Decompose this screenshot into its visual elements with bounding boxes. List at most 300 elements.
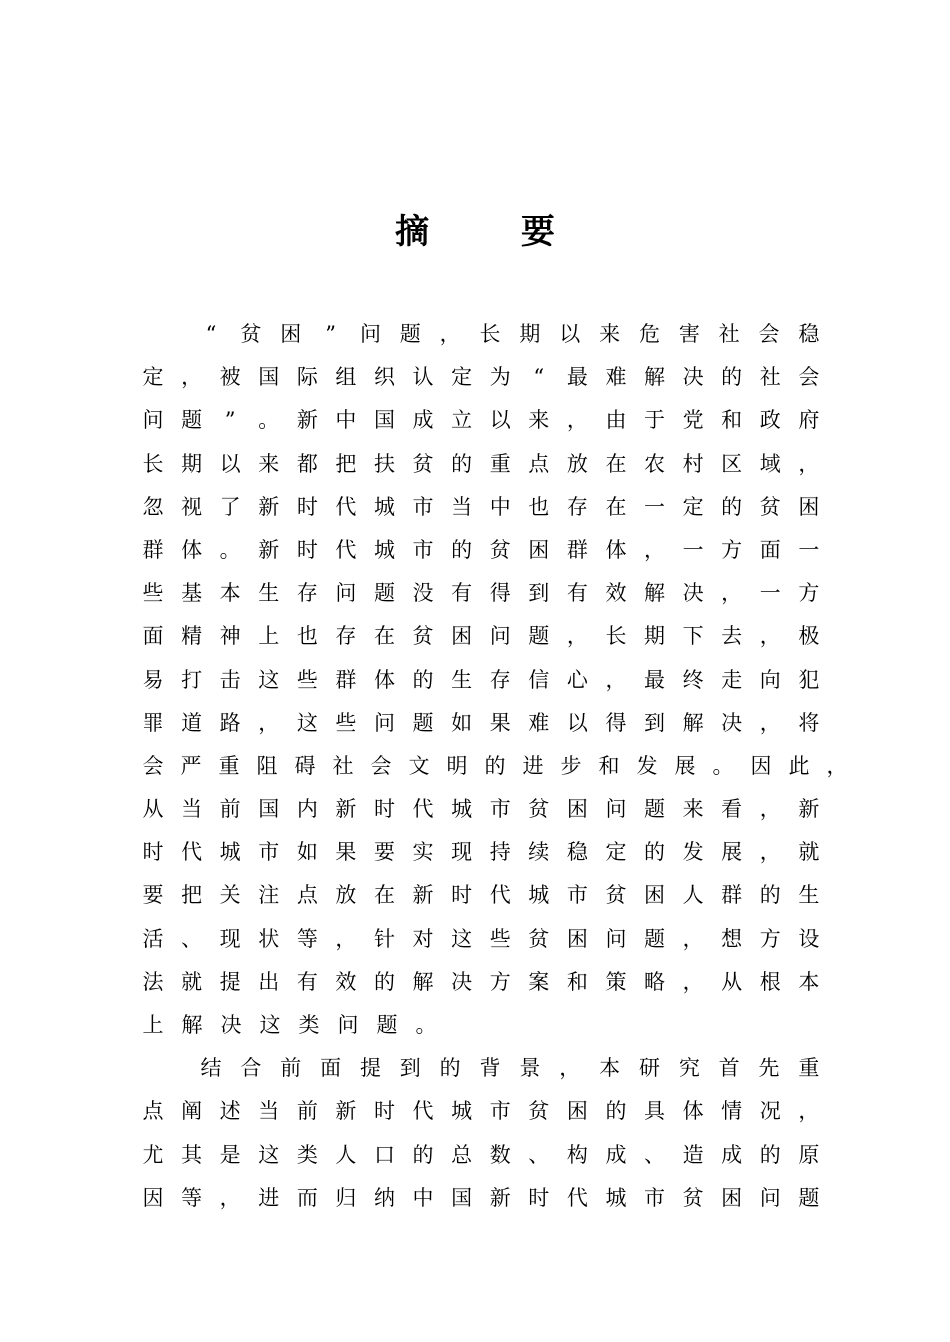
text-char: 市 [566,883,588,908]
text-char: 市 [412,494,434,519]
text-char: 最 [644,667,666,692]
text-char: 当 [451,494,473,519]
text-char: 时 [373,797,395,822]
text-char: 发 [682,840,704,865]
text-char: 点 [528,451,550,476]
text-char: 题 [528,624,550,649]
text-char: 体 [682,1099,704,1124]
text-char: 视 [181,494,203,519]
text-char: 把 [335,451,357,476]
text-char: 些 [489,926,511,951]
text-char: 和 [721,408,743,433]
text-char: 市 [412,537,434,562]
text-char: 面 [142,624,164,649]
text-char: 进 [258,1185,280,1210]
text-char: ， [439,322,461,346]
text-char: 定 [605,840,627,865]
text-char: 情 [721,1099,743,1124]
text-char: 要 [373,840,395,865]
text-char: 为 [489,365,511,390]
text-char: 群 [721,883,743,908]
text-char: 长 [479,322,501,346]
text-char: 以 [489,408,511,433]
text-char: 将 [798,710,820,735]
text-char: 生 [798,883,820,908]
text-char: 其 [181,1142,203,1167]
text-char: 和 [566,969,588,994]
text-char: 况 [759,1099,781,1124]
text-char: 阐 [181,1099,203,1124]
text-char: 纳 [373,1185,395,1210]
text-char: 研 [638,1056,660,1081]
text-char: 的 [721,365,743,390]
text-char: 存 [335,624,357,649]
text-char: 贫 [489,537,511,562]
text-char: 织 [373,365,395,390]
text-char: 新 [296,408,318,433]
text-char: 期 [181,451,203,476]
text-line [142,659,820,702]
text-char: 方 [798,581,820,606]
text-char: 以 [219,451,241,476]
text-char: 题 [644,926,666,951]
text-char: 击 [219,667,241,692]
text-char: 根 [759,969,781,994]
text-char: 、 [181,926,203,951]
text-char: 定 [682,494,704,519]
text-char: 群 [335,667,357,692]
text-char: 体 [373,667,395,692]
text-char: 实 [412,840,434,865]
text-char: 贫 [528,1099,550,1124]
text-char: 得 [605,710,627,735]
text-char: 忽 [142,494,164,519]
page-title: 摘 要 [395,212,595,252]
text-char: 困 [566,926,588,951]
text-char: 问 [142,408,164,433]
text-char: 解 [412,969,434,994]
text-line [142,918,820,961]
text-char: 村 [682,451,704,476]
text-char: 当 [258,1099,280,1124]
text-char: 难 [605,365,627,390]
text-char: 要 [142,883,164,908]
text-char: 归 [335,1185,357,1210]
text-char: 重 [798,1056,820,1081]
text-char: 这 [258,667,280,692]
text-char: 问 [759,1185,781,1210]
text-char: 城 [605,1185,627,1210]
text-char: 时 [296,537,318,562]
text-char: 长 [605,624,627,649]
text-char: 提 [359,1056,381,1081]
text-char: 新 [798,797,820,822]
text-char: 也 [528,494,550,519]
text-char: 想 [721,926,743,951]
text-char: 会 [758,322,780,346]
text-char: 效 [605,581,627,606]
text-char: 困 [566,797,588,822]
text-char: 究 [678,1056,700,1081]
text-char: 题 [644,797,666,822]
text-line [142,831,820,874]
text-char: 市 [489,1099,511,1124]
text-char: ， [759,624,781,649]
text-char: 代 [566,1185,588,1210]
text-char: 存 [296,581,318,606]
text-char: 本 [219,581,241,606]
text-char: 合 [240,1056,262,1081]
text-char: 到 [528,581,550,606]
text-line [142,1177,820,1220]
text-char: 由 [605,408,627,433]
text-char: 首 [718,1056,740,1081]
text-char: 会 [142,753,164,778]
text-char: 把 [181,883,203,908]
text-line [142,1134,820,1177]
text-char: 城 [373,494,395,519]
text-char: 的 [605,1099,627,1124]
text-char: 贫 [240,322,262,346]
text-char: 总 [451,1142,473,1167]
text-line [142,1004,862,1047]
text-char: 解 [181,1013,203,1037]
text-char: 市 [644,1185,666,1210]
text-char: 活 [142,926,164,951]
text-char: 的 [759,1142,781,1167]
text-char: 来 [682,797,704,822]
text-char: 心 [566,667,588,692]
text-char: 方 [759,926,781,951]
text-char: 人 [682,883,704,908]
text-char: ， [644,537,666,562]
text-char: 状 [258,926,280,951]
text-char: 口 [373,1142,395,1167]
text-char: ， [798,1099,820,1124]
text-char: 期 [644,624,666,649]
text-char: 因 [750,753,772,778]
text-char: 明 [446,753,468,778]
text-char: 的 [721,494,743,519]
text-char: 信 [528,667,550,692]
text-char: 以 [559,322,581,346]
text-char: 先 [758,1056,780,1081]
text-char: 等 [296,926,318,951]
text-char: 点 [142,1099,164,1124]
text-char: 现 [219,926,241,951]
text-char: 如 [296,840,318,865]
text-char: 些 [296,667,318,692]
text-char: 贫 [412,451,434,476]
text-char: 问 [335,581,357,606]
text-char: 进 [522,753,544,778]
text-char: 道 [181,710,203,735]
text-char: 面 [320,1056,342,1081]
text-char: 新 [258,537,280,562]
text-char: 题 [399,322,421,346]
text-char: 果 [489,710,511,735]
text-line [142,399,820,442]
text-char: 成 [412,408,434,433]
text-char: 些 [142,581,164,606]
text-char: 、 [528,1142,550,1167]
text-line [142,615,820,658]
text-char: 党 [682,408,704,433]
text-char: 社 [718,322,740,346]
text-char: 中 [489,494,511,519]
text-char: 从 [142,797,164,822]
text-char: 阻 [256,753,278,778]
text-char: 题 [798,1185,820,1210]
text-char: 危 [638,322,660,346]
text-char: 成 [605,1142,627,1167]
text-char: 前 [296,1099,318,1124]
text-char: 一 [644,494,666,519]
text-char: 稳 [566,840,588,865]
text-char: 组 [335,365,357,390]
text-char: 贫 [605,883,627,908]
text-char: 碍 [294,753,316,778]
text-char: 代 [412,797,434,822]
text-char: 困 [798,494,820,519]
text-char: 以 [566,710,588,735]
text-char: 尤 [142,1142,164,1167]
text-char: 放 [566,451,588,476]
text-char: 原 [798,1142,820,1167]
text-line [142,1047,820,1090]
text-char: 代 [412,1099,434,1124]
text-char: 文 [408,753,430,778]
text-char: ， [559,1056,581,1081]
text-char: 解 [644,365,666,390]
text-char: 都 [296,451,318,476]
text-char: 续 [528,840,550,865]
text-char: 放 [335,883,357,908]
text-char: 步 [560,753,582,778]
text-char: 。 [712,753,734,778]
text-char: ” [325,322,336,346]
text-char: 极 [798,624,820,649]
text-char: 等 [181,1185,203,1210]
text-char: 问 [489,624,511,649]
text-char: 这 [259,1013,281,1037]
text-char: 而 [296,1185,318,1210]
text-char: 人 [335,1142,357,1167]
text-char: 生 [258,581,280,606]
text-char: 决 [220,1013,242,1037]
text-char: 有 [296,969,318,994]
text-char: ， [759,710,781,735]
text-char: 决 [451,969,473,994]
text-char: 。 [219,537,241,562]
text-char: 在 [605,494,627,519]
text-char: ， [826,753,848,778]
text-char: 一 [798,537,820,562]
text-char: 这 [451,926,473,951]
text-char: 果 [335,840,357,865]
text-char: 没 [412,581,434,606]
text-char: 在 [605,451,627,476]
text-char: 数 [489,1142,511,1167]
text-char: 新 [258,494,280,519]
text-char: 类 [296,1142,318,1167]
text-char: 罪 [142,710,164,735]
text-char: 本 [798,969,820,994]
text-char: 去 [721,624,743,649]
text-char: 贫 [412,624,434,649]
text-char: 决 [682,581,704,606]
text-char: ， [219,1185,241,1210]
text-char: 存 [566,494,588,519]
text-line [142,702,820,745]
text-char: 的 [451,537,473,562]
text-char: 关 [219,883,241,908]
text-char: 重 [489,451,511,476]
text-char: 内 [296,797,318,822]
text-char: 农 [644,451,666,476]
text-char: 展 [674,753,696,778]
text-char: 点 [296,883,318,908]
text-char: 的 [412,667,434,692]
text-char: ， [798,451,820,476]
text-char: 易 [142,667,164,692]
text-char: 持 [489,840,511,865]
text-char: 这 [296,710,318,735]
text-char: 市 [489,797,511,822]
text-char: 如 [451,710,473,735]
text-char: 。 [415,1013,437,1037]
text-char: 时 [296,494,318,519]
text-char: 有 [451,581,473,606]
text-char: 造 [682,1142,704,1167]
text-char: 的 [439,1056,461,1081]
text-char: 新 [335,1099,357,1124]
text-char: 出 [258,969,280,994]
text-char: 国 [451,1185,473,1210]
text-char: 展 [721,840,743,865]
text-char: 社 [759,365,781,390]
text-char: 基 [181,581,203,606]
text-line [142,313,820,356]
text-char: 类 [298,1013,320,1037]
text-char: 这 [258,1142,280,1167]
text-char: 群 [566,537,588,562]
text-char: 扶 [373,451,395,476]
text-char: 方 [489,969,511,994]
text-char: 城 [451,1099,473,1124]
text-char: 长 [142,451,164,476]
text-char: “ [205,322,217,346]
text-char: 代 [489,883,511,908]
text-char: 社 [332,753,354,778]
text-char: ， [759,797,781,822]
text-char: 困 [644,883,666,908]
text-char: 和 [598,753,620,778]
text-char: 发 [636,753,658,778]
text-char: 代 [335,537,357,562]
text-char: 国 [258,797,280,822]
text-line [142,1090,820,1133]
text-line [142,486,820,529]
text-char: 代 [181,840,203,865]
text-char: 来 [258,451,280,476]
text-char: 对 [412,926,434,951]
text-char: 贫 [528,926,550,951]
text-char: 犯 [798,667,820,692]
text-char: 解 [644,581,666,606]
text-char: 到 [399,1056,421,1081]
text-char: 走 [721,667,743,692]
text-char: 背 [479,1056,501,1081]
text-char: 新 [489,1185,511,1210]
text-char: 因 [142,1185,164,1210]
text-char: 效 [335,969,357,994]
text-char: 定 [142,365,164,390]
text-char: 的 [451,451,473,476]
text-char: 构 [566,1142,588,1167]
text-char: ， [335,926,357,951]
text-char: 当 [181,797,203,822]
text-char: 问 [337,1013,359,1037]
text-char: 的 [412,1142,434,1167]
text-char: 也 [296,624,318,649]
text-char: 体 [181,537,203,562]
text-char: 时 [451,883,473,908]
text-char: 决 [721,710,743,735]
text-char: 就 [181,969,203,994]
text-char: 前 [219,797,241,822]
text-char: 一 [759,581,781,606]
text-char: ， [682,926,704,951]
text-char: 述 [219,1099,241,1124]
text-char: 代 [335,494,357,519]
text-line [142,874,820,917]
text-char: 略 [644,969,666,994]
text-char: 终 [682,667,704,692]
text-line [142,788,820,831]
text-char: 上 [258,624,280,649]
text-char: 打 [181,667,203,692]
text-char: 时 [528,1185,550,1210]
text-char: 到 [644,710,666,735]
text-char: 困 [280,322,302,346]
text-char: 困 [528,537,550,562]
text-char: 政 [759,408,781,433]
text-char: 下 [682,624,704,649]
text-char: 困 [721,1185,743,1210]
text-char: 是 [219,1142,241,1167]
text-char: 时 [373,1099,395,1124]
text-char: 重 [218,753,240,778]
text-char: 定 [451,365,473,390]
text-char: 群 [142,537,164,562]
text-char: 贫 [528,797,550,822]
text-char: 从 [721,969,743,994]
text-char: 贫 [682,1185,704,1210]
text-char: ， [566,624,588,649]
text-char: 稳 [798,322,820,346]
text-char: 此 [788,753,810,778]
text-char: 的 [759,883,781,908]
text-char: 看 [721,797,743,822]
text-char: 在 [373,883,395,908]
text-char: 题 [376,1013,398,1037]
text-char: 新 [335,797,357,822]
text-char: 得 [489,581,511,606]
text-char: 些 [335,710,357,735]
text-char: 新 [412,883,434,908]
text-char: 城 [528,883,550,908]
